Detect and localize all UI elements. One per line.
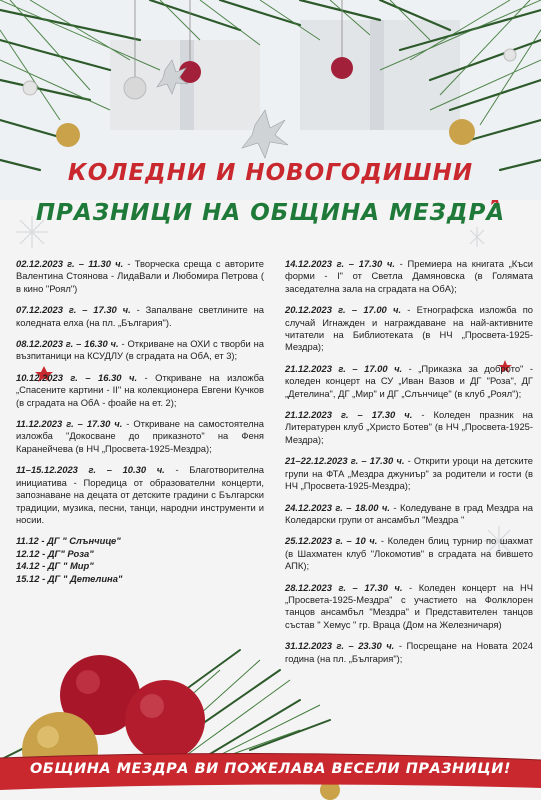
event-text: - Премиера на книгата „Къси форми - I" от Светла Дамяновска (в Голямата заседателна зала на сградата на ОбА);	[285, 258, 533, 294]
event-item	[16, 418, 264, 455]
event-date: 10.12.2023 г. – 16.30 ч.	[16, 371, 138, 383]
event-item	[16, 464, 264, 526]
event-text: - Коледен празник на Литературен клуб „Христо Ботев" (в НЧ „Просвета-1925-Мездра);	[285, 409, 533, 445]
kindergarten-item: 14.12 - ДГ " Мир"	[16, 560, 94, 572]
event-date: 24.12.2023 г. – 18.00 ч.	[285, 501, 390, 513]
event-date: 02.12.2023 г. – 11.30 ч.	[16, 258, 124, 269]
event-date: 11–15.12.2023 г. – 10.30 ч.	[16, 464, 165, 476]
event-date: 28.12.2023 г. – 17.30 ч.	[285, 581, 403, 593]
event-date: 21.12.2023 г. – 17.00 ч.	[285, 362, 403, 374]
event-text: - Посрещане на Новата 2024 година (на пл. „България");	[285, 640, 533, 664]
event-date: 07.12.2023 г. – 17.30 ч.	[16, 304, 131, 316]
event-text: - Етнографска изложба по случай Игнажден и награждаване на най-активните читатели на Библиотеката (в НЧ „Просвета-1925-Мездра);	[285, 304, 533, 353]
event-item	[285, 304, 533, 354]
event-item	[285, 455, 533, 492]
event-text: - Запалване светлините на коледната елха (на пл. „България").	[16, 304, 264, 328]
event-item	[16, 258, 264, 295]
event-date: 31.12.2023 г. – 23.30 ч.	[285, 640, 395, 652]
event-item	[16, 338, 264, 363]
kindergarten-item: 15.12 - ДГ " Детелина"	[16, 572, 123, 584]
event-date: 14.12.2023 г. – 17.30 ч.	[285, 258, 395, 269]
event-item	[285, 258, 533, 295]
event-text: - Коледуване в град Мездра на Коледарски групи от ансамбъл "Мездра "	[285, 501, 533, 525]
title-line-1: КОЛЕДНИ И НОВОГОДИШНИ	[67, 160, 474, 186]
event-date: 20.12.2023 г. – 17.00 ч.	[285, 304, 402, 316]
event-text: - Коледен концерт на НЧ „Просвета-1925-Мездра" с участието на Фолклорен танцов ансамбъл "Мездра" и Представителен танцов състав " Хемус " гр. Враца (Дом на Железничаря)	[285, 581, 533, 630]
event-text: - „Приказка за доброто" - коледен концерт на СУ „Иван Вазов и ДГ "Роза", ДГ „Детелина", ДГ „Мир" и ДГ „Слънчице" (в клуб „Роял");	[285, 362, 533, 399]
event-text: - Откриване на ОХИ с творби на възпитаници на КСУДЛУ (в сградата на ОбА, ет 3);	[16, 338, 264, 362]
event-text: - Откриване на самостоятелна изложба "Докосване до приказното" на Феня Каранейчева (в НЧ „Просвета-1925-Мездра);	[16, 418, 265, 454]
left-column	[16, 258, 264, 585]
kindergarten-item: 11.12 - ДГ " Слънчице"	[16, 535, 121, 547]
event-date: 08.12.2023 г. – 16.30 ч.	[16, 338, 119, 350]
event-date: 25.12.2023 г. – 10 ч.	[285, 535, 378, 547]
kindergarten-list	[16, 535, 264, 585]
event-date: 21.12.2023 г. – 17.30 ч.	[285, 409, 413, 421]
event-date: 21–22.12.2023 г. – 17.30 ч.	[285, 455, 405, 467]
event-date: 11.12.2023 г. – 17.30 ч.	[16, 418, 123, 430]
event-text: - Открити уроци на детските групи на ФТА „Мездра джуниър" за родители и гости (в НЧ „Просвета-1925-Мездра);	[285, 455, 533, 492]
kindergarten-item: 12.12 - ДГ" Роза"	[16, 547, 94, 559]
event-text: - Откриване на изложба „Спасените картини - II" на колекционера Евгени Кучков (в сградата на ОбА - фоайе на ет. 2);	[16, 371, 264, 408]
title-line-2: ПРАЗНИЦИ НА ОБЩИНА МЕЗДРА	[35, 200, 506, 226]
event-item	[285, 363, 533, 400]
event-item	[285, 535, 533, 572]
event-text: - Благотворителна инициатива - Поредица от образователни концерти, запознаване на децата от детските градини с Български традиции, музика, песни, танци, народни инструменти и носии.	[16, 464, 265, 525]
footer-banner-text: ОБЩИНА МЕЗДРА ВИ ПОЖЕЛАВА ВЕСЕЛИ ПРАЗНИЦИ!	[29, 761, 511, 777]
event-item	[16, 372, 264, 409]
event-text: - Коледен блиц турнир по шахмат (в Шахматен клуб "Локомотив" в сградата на бившето АПК);	[285, 535, 533, 572]
event-item	[285, 409, 533, 446]
event-item	[16, 304, 264, 329]
event-item	[285, 502, 533, 527]
event-text: - Творческа среща с авторите Валентина Стоянова - ЛидаВали и Любомира Петрова ( в кино "Роял")	[16, 258, 264, 294]
